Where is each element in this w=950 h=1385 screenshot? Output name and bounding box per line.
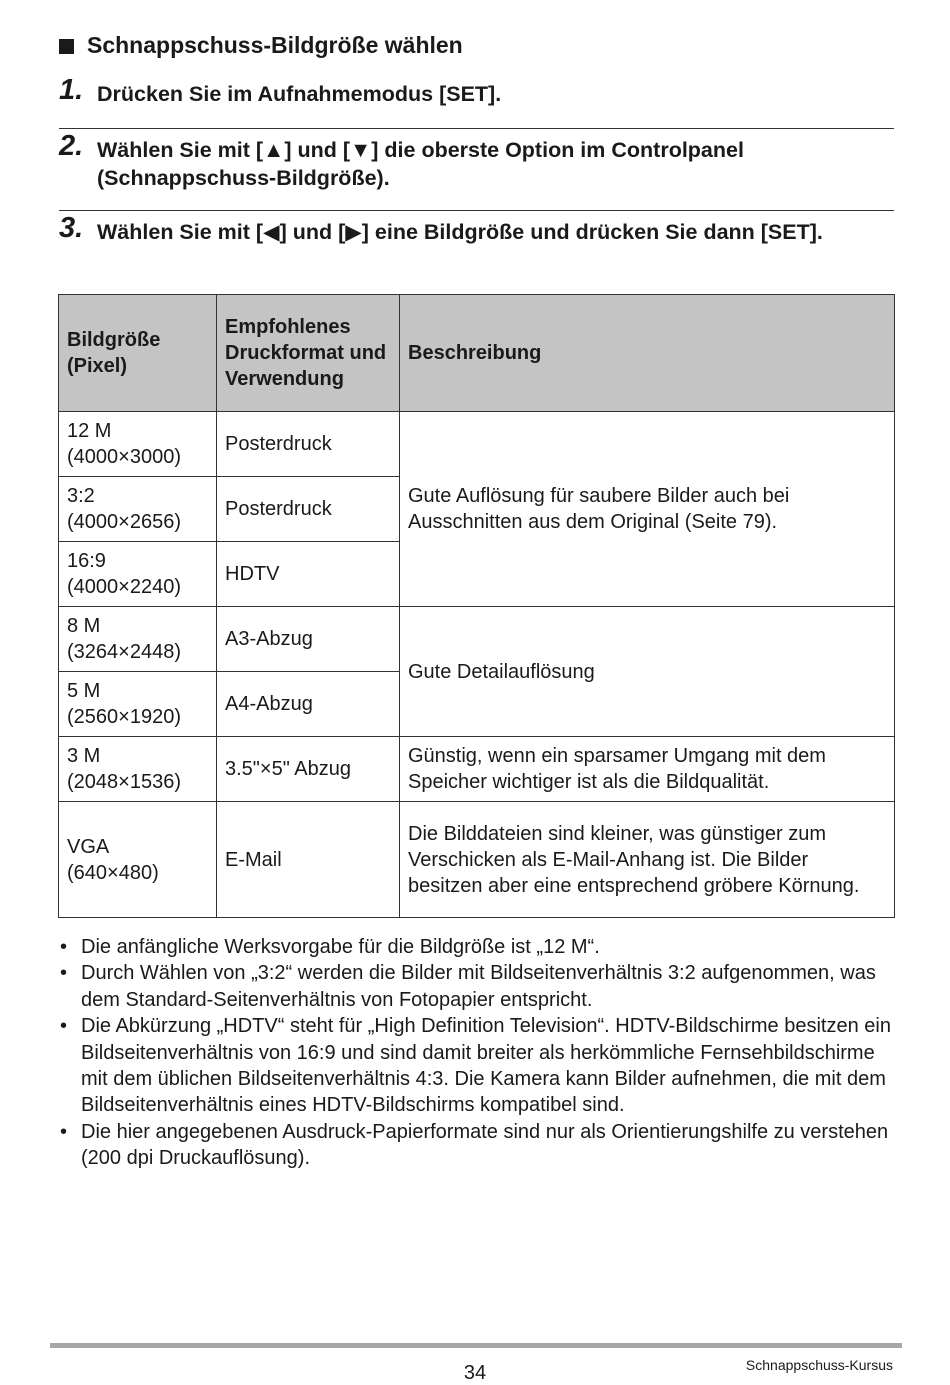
use-cell: 3.5"×5" Abzug <box>217 737 400 802</box>
step-3 <box>59 212 894 246</box>
size-cell <box>59 672 217 737</box>
footer-divider <box>50 1343 902 1348</box>
table-row <box>59 412 895 477</box>
description-cell: Die Bilddateien sind kleiner, was günstiger zum Verschicken als E-Mail-Anhang ist. Die Bilder besitzen aber eine entsprechend gröbere Körnung. <box>400 802 895 918</box>
step-number: 1. <box>59 74 84 106</box>
size-cell <box>59 477 217 542</box>
step-1 <box>59 74 894 108</box>
size-cell <box>59 737 217 802</box>
size-label: 12 M <box>67 420 112 442</box>
note-text: Die hier angegebenen Ausdruck-Papierformate sind nur als Orientierungshilfe zu verstehen (200 dpi Druckauflösung). <box>81 1120 889 1170</box>
square-bullet-icon <box>59 39 74 54</box>
table-row <box>59 802 895 918</box>
size-label: 3:2 <box>67 485 95 507</box>
header-print-format: Empfohlenes Druckformat und Verwendung <box>217 295 400 412</box>
divider <box>59 128 894 129</box>
note-text: Die anfängliche Werksvorgabe für die Bildgröße ist „12 M“. <box>81 936 600 958</box>
notes-list <box>58 934 898 1172</box>
description-cell: Günstig, wenn ein sparsamer Umgang mit dem Speicher wichtiger ist als die Bildqualität. <box>400 737 895 802</box>
list-item <box>58 1119 898 1172</box>
page-number: 34 <box>463 1362 487 1384</box>
size-label: VGA <box>67 835 110 858</box>
step-text: Drücken Sie im Aufnahmemodus [SET]. <box>97 82 502 106</box>
pixel-dimensions: (2048×1536) <box>67 771 181 793</box>
section-title: Schnappschuss-Bildgröße wählen <box>87 31 463 58</box>
table-row <box>59 607 895 672</box>
step-text: Wählen Sie mit [◀] und [▶] eine Bildgröße und drücken Sie dann [SET]. <box>97 220 823 244</box>
use-cell: A4-Abzug <box>217 672 400 737</box>
size-cell <box>59 802 217 918</box>
step-2 <box>59 130 894 192</box>
section-heading <box>59 30 463 60</box>
bullet-icon: • <box>60 1015 68 1038</box>
use-cell: Posterdruck <box>217 477 400 542</box>
list-item <box>58 1013 898 1119</box>
pixel-dimensions: (3264×2448) <box>67 641 181 663</box>
note-text: Die Abkürzung „HDTV“ steht für „High Definition Television“. HDTV-Bildschirme besitzen ein Bildseitenverhältnis von 16:9 und sind damit breiter als herkömmliche Fernsehbildschirme mit dem üblichen Bildseitenverhältnis 4:3. Die Kamera kann Bilder aufnehmen, die mit dem Bildseitenverhältnis eines HDTV-Bildschirms kompatibel sind. <box>81 1015 891 1117</box>
use-cell: Posterdruck <box>217 412 400 477</box>
size-cell <box>59 412 217 477</box>
bullet-icon: • <box>60 936 68 958</box>
bullet-icon: • <box>60 962 68 985</box>
header-description: Beschreibung <box>400 295 895 412</box>
description-cell: Gute Detailauflösung <box>400 607 895 737</box>
list-item <box>58 960 898 1013</box>
use-cell: A3-Abzug <box>217 607 400 672</box>
bullet-icon: • <box>60 1120 68 1143</box>
use-cell: E-Mail <box>217 802 400 918</box>
size-cell <box>59 542 217 607</box>
pixel-dimensions: (4000×2240) <box>67 576 181 598</box>
header-image-size: Bildgröße (Pixel) <box>59 295 217 412</box>
pixel-dimensions: (2560×1920) <box>67 706 181 728</box>
table-row <box>59 737 895 802</box>
size-label: 8 M <box>67 615 101 637</box>
divider <box>59 210 894 211</box>
table-header-row <box>59 295 895 412</box>
pixel-dimensions: (4000×3000) <box>67 446 181 468</box>
step-text: Wählen Sie mit [▲] und [▼] die oberste Option im Controlpanel (Schnappschuss-Bildgröße). <box>97 138 744 190</box>
footer-section-label: Schnappschuss-Kursus <box>745 1357 893 1373</box>
pixel-dimensions: (640×480) <box>67 861 159 884</box>
step-number: 3. <box>59 212 84 244</box>
size-label: 3 M <box>67 745 101 767</box>
note-text: Durch Wählen von „3:2“ werden die Bilder mit Bildseitenverhältnis 3:2 aufgenommen, was dem Standard-Seitenverhältnis von Fotopapier entspricht. <box>81 962 876 1011</box>
size-cell <box>59 607 217 672</box>
size-label: 16:9 <box>67 550 106 572</box>
pixel-dimensions: (4000×2656) <box>67 511 181 533</box>
step-number: 2. <box>59 130 84 162</box>
list-item <box>58 934 898 960</box>
size-label: 5 M <box>67 680 101 702</box>
use-cell: HDTV <box>217 542 400 607</box>
description-cell: Gute Auflösung für saubere Bilder auch bei Ausschnitten aus dem Original (Seite 79). <box>400 412 895 607</box>
image-size-table <box>58 294 895 918</box>
